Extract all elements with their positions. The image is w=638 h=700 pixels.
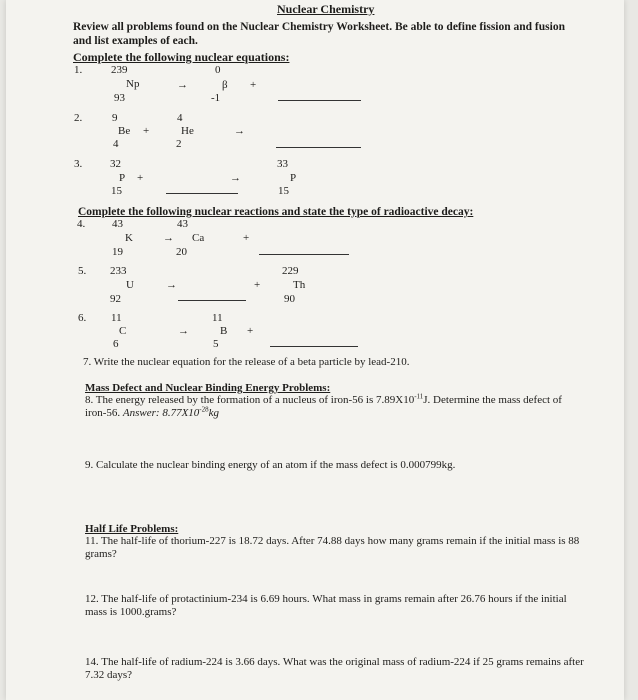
- equation-number: 5.: [78, 265, 87, 277]
- mass-number: 43: [177, 218, 188, 230]
- question-12: 12. The half-life of protactinium-234 is 6.69 hours. What mass in grams remain after 26.76 hours if the initial mass is 1000.grams?: [85, 593, 567, 618]
- arrow-icon: →: [166, 279, 177, 291]
- answer-blank: [259, 254, 349, 255]
- atomic-number: 93: [114, 92, 125, 104]
- q8-rest: J. Determine the mass defect of iron-56.: [85, 394, 562, 419]
- mass-number: 239: [111, 64, 128, 76]
- plus-sign: +: [247, 325, 254, 337]
- section-heading-half-life: Half Life Problems:: [85, 523, 179, 535]
- atomic-number: 2: [176, 138, 182, 150]
- question-14: 14. The half-life of radium-224 is 3.66 days. What was the original mass of radium-224 if 25 grams remains after 7.32 days?: [85, 656, 584, 681]
- mass-number: 0: [215, 64, 221, 76]
- plus-sign: +: [143, 125, 150, 137]
- section-heading-mass-defect: Mass Defect and Nuclear Binding Energy Problems:: [85, 382, 331, 394]
- mass-number: 33: [277, 158, 288, 170]
- mass-number: 11: [111, 312, 122, 324]
- q8-answer-unit: kg: [208, 407, 220, 419]
- plus-sign: +: [243, 232, 250, 244]
- atomic-number: 6: [113, 338, 119, 350]
- arrow-icon: →: [234, 125, 245, 137]
- arrow-icon: →: [177, 79, 188, 91]
- equation-number: 2.: [74, 112, 83, 124]
- q8-text: 8. The energy released by the formation of a nucleus of iron-56 is 7.89X10: [85, 394, 415, 406]
- question-11: 11. The half-life of thorium-227 is 18.72 days. After 74.88 days how many grams remain if the initial mass is 88 grams?: [85, 535, 580, 560]
- atomic-number: 4: [113, 138, 119, 150]
- equation-number: 6.: [78, 312, 87, 324]
- answer-blank: [166, 193, 238, 194]
- atomic-number: 15: [278, 185, 289, 197]
- atomic-number: 15: [111, 185, 122, 197]
- mass-number: 43: [112, 218, 123, 230]
- section-heading-equations: Complete the following nuclear equations:: [73, 50, 290, 64]
- answer-blank: [276, 147, 361, 148]
- atomic-number: 5: [213, 338, 219, 350]
- element-symbol: Np: [126, 78, 140, 90]
- element-symbol: He: [181, 125, 194, 137]
- answer-blank: [270, 346, 358, 347]
- atomic-number: 90: [284, 293, 295, 305]
- question-9: 9. Calculate the nuclear binding energy of an atom if the mass defect is 0.000799kg.: [85, 459, 456, 471]
- atomic-number: 20: [176, 246, 187, 258]
- answer-blank: [278, 100, 361, 101]
- mass-number: 11: [212, 312, 223, 324]
- intro-text: Review all problems found on the Nuclear Chemistry Worksheet. Be able to define fission and fusion and list examples of each.: [73, 21, 565, 47]
- element-symbol: C: [119, 325, 127, 337]
- mass-number: 4: [177, 112, 183, 124]
- mass-number: 233: [110, 265, 127, 277]
- atomic-number: 92: [110, 293, 121, 305]
- element-symbol: B: [220, 325, 228, 337]
- element-symbol: U: [126, 279, 134, 291]
- arrow-icon: →: [230, 172, 241, 184]
- equation-number: 1.: [74, 64, 83, 76]
- element-symbol: Be: [118, 125, 131, 137]
- atomic-number: 19: [112, 246, 123, 258]
- mass-number: 32: [110, 158, 121, 170]
- arrow-icon: →: [163, 232, 174, 244]
- section-heading-decay: Complete the following nuclear reactions and state the type of radioactive decay:: [78, 206, 474, 218]
- question-8: [85, 394, 585, 420]
- equation-number: 4.: [77, 218, 86, 230]
- element-symbol: β: [222, 79, 228, 91]
- plus-sign: +: [137, 172, 144, 184]
- q8-answer-value: 8.77X10: [162, 407, 200, 419]
- arrow-icon: →: [178, 325, 189, 337]
- element-symbol: P: [119, 172, 126, 184]
- answer-blank: [178, 300, 246, 301]
- element-symbol: Th: [293, 279, 306, 291]
- question-7: 7. Write the nuclear equation for the release of a beta particle by lead-210.: [83, 356, 410, 368]
- plus-sign: +: [250, 79, 257, 91]
- q8-answer-exponent: -28: [199, 405, 209, 414]
- mass-number: 9: [112, 112, 118, 124]
- page-title: Nuclear Chemistry: [277, 2, 375, 16]
- element-symbol: Ca: [192, 232, 205, 244]
- q8-answer-label: Answer:: [122, 407, 160, 419]
- element-symbol: K: [125, 232, 133, 244]
- element-symbol: P: [290, 172, 297, 184]
- atomic-number: -1: [211, 92, 221, 104]
- worksheet-page: [6, 0, 624, 700]
- q8-exponent: -11: [414, 392, 424, 401]
- equation-number: 3.: [74, 158, 83, 170]
- mass-number: 229: [282, 265, 299, 277]
- plus-sign: +: [254, 279, 261, 291]
